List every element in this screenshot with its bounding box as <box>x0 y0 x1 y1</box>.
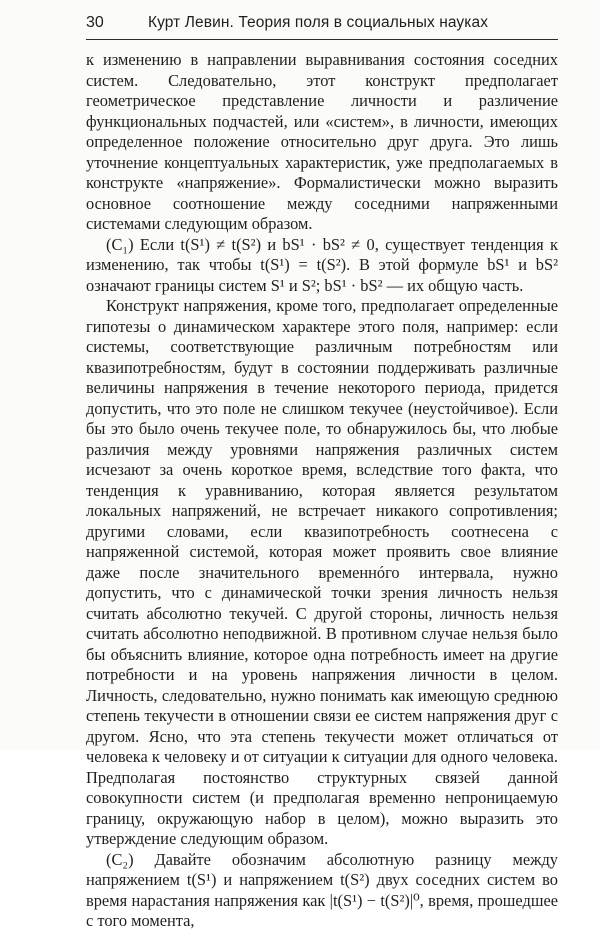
paragraph-c2-formula: (C₂) Давайте обозначим абсолютную разницу между напряжением t(S¹) и напряжением t(S²) двух соседних систем во время нарастания напряжения как |t(S¹) − t(S²)|⁰, время, прошедшее с того момента, <box>86 849 558 930</box>
running-title: Курт Левин. Теория поля в социальных науках <box>148 14 489 31</box>
paragraph-3: Конструкт напряжения, кроме того, предполагает определенные гипотезы о динамическом характере этого поля, например: если системы, соответствующие различным потребностям или квазипотребностям, будут в состоянии поддерживать различные величины напряжения в течение некоторого периода, придется допустить, что это поле не слишком текучее (неустойчивое). Если бы это было очень текучее поле, то обнаружилось бы, что любые различия между уровнями напряжения различных систем исчезают за очень короткое время, вследствие того факта, что тенденция к уравниванию, которая является результатом локальных напряжений, не встречает никакого сопротивления; другими словами, если квазипотребность соотнесена с напряженной системой, которая может проявить свое влияние даже после значительного временнóго интервала, нужно допустить, что с динамической точки зрения личность нельзя считать абсолютно текучей. С другой стороны, личность нельзя считать абсолютно неподвижной. В противном случае нельзя было бы объяснить влияние, которое одна потребность имеет на другие потребности и на уровень напряжения личности в целом. Личность, следовательно, нужно понимать как имеющую среднюю степень текучести в отношении связи ее систем напряжения друг с другом. Ясно, что эта степень текучести может отличаться от человека к человеку и от ситуации к ситуации для одного человека. Предполагая постоянство структурных связей данной совокупности систем (и предполагая временно непроницаемую границу, окружающую набор в целом), можно выразить это утверждение следующим образом. <box>86 296 558 848</box>
page-body <box>86 50 558 932</box>
paragraph-c1-formula: (C₁) Если t(S¹) ≠ t(S²) и bS¹ · bS² ≠ 0, существует тенденция к изменению, так чтобы t(S¹) = t(S²). В этой формуле bS¹ и bS² означают границы систем S¹ и S²; bS¹ · bS² — их общую часть. <box>86 234 558 295</box>
paragraph-1: к изменению в направлении выравнивания состояния соседних систем. Следовательно, этот конструкт предполагает геометрическое представление личности и различение функциональных подчастей, или «систем», в личности, имеющих определенное положение относительно друг друга. Это лишь уточнение концептуальных характеристик, уже предполагаемых в конструкте «напряжение». Формалистически можно выразить основное соотношение между соседними напряженными системами следующим образом. <box>86 50 558 233</box>
page-header <box>86 12 558 36</box>
page-number: 30 <box>86 14 104 31</box>
header-rule <box>86 39 558 40</box>
